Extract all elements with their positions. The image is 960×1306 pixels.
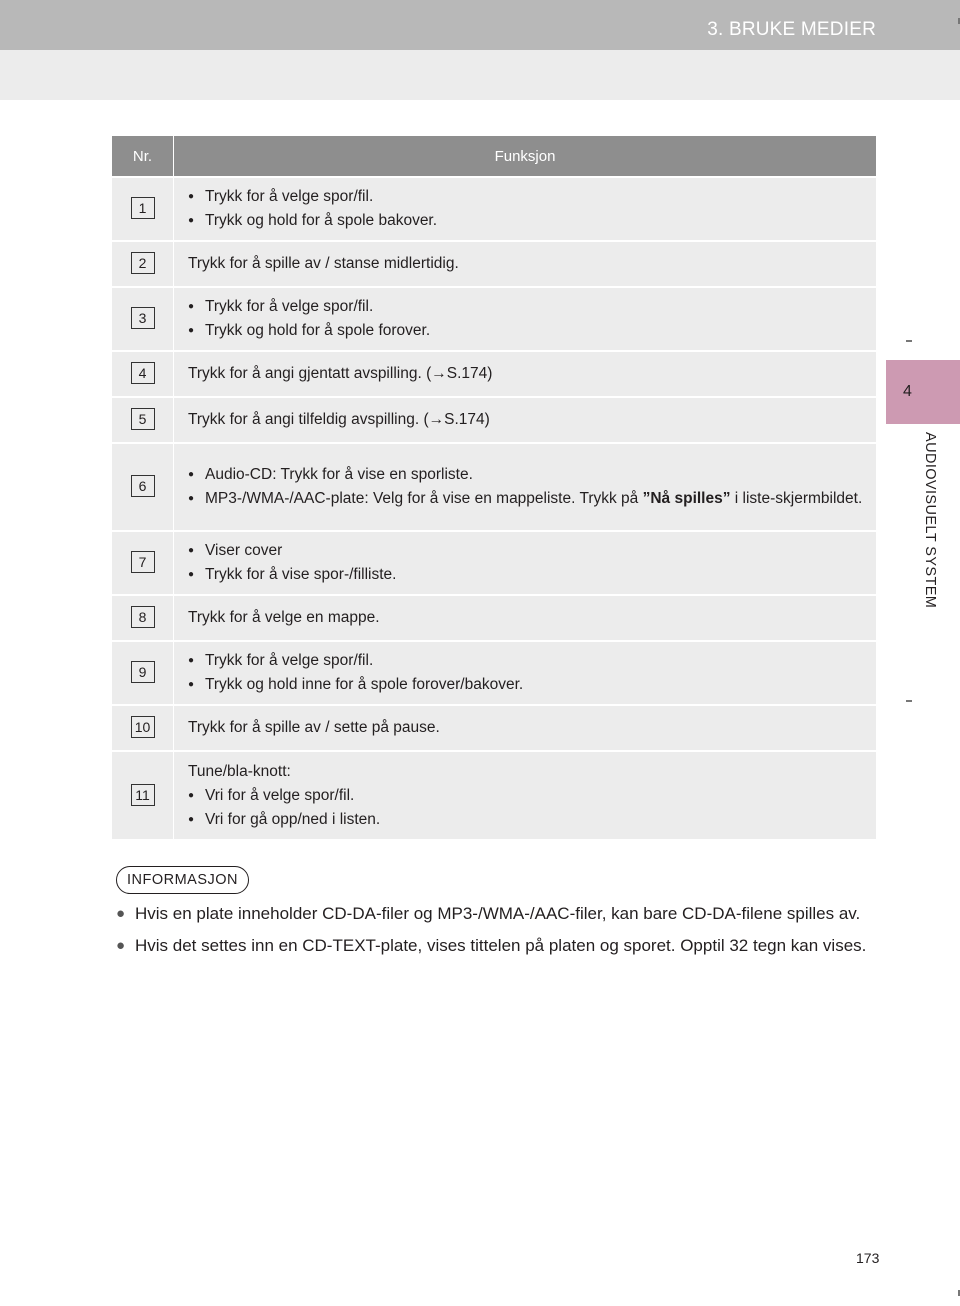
row-text: Trykk for å angi tilfeldig avspilling. (→S.174) xyxy=(174,397,877,443)
header-bar xyxy=(0,0,960,50)
list-item: ● Trykk for å vise spor-/filliste. xyxy=(188,563,866,587)
row-number-badge: 4 xyxy=(131,362,155,384)
row-number-badge: 10 xyxy=(131,716,155,738)
list-item: ● Trykk og hold for å spole forover. xyxy=(188,319,866,343)
table-row xyxy=(112,751,876,839)
table-row xyxy=(112,595,876,641)
list-item-text: i liste-skjermbildet. xyxy=(730,490,863,507)
table-row xyxy=(112,287,876,351)
row-number-badge: 11 xyxy=(131,784,155,806)
row-number-badge: 7 xyxy=(131,551,155,573)
header-band xyxy=(0,50,960,100)
row-text: Trykk for å spille av / stanse midlertidig. xyxy=(174,241,877,287)
function-table xyxy=(112,136,876,839)
table-row xyxy=(112,531,876,595)
list-item: ● Vri for gå opp/ned i listen. xyxy=(188,808,866,832)
row-number-badge: 3 xyxy=(131,307,155,329)
table-row xyxy=(112,351,876,397)
page-number: 173 xyxy=(856,1250,880,1266)
list-item: ● Trykk og hold for å spole bakover. xyxy=(188,209,866,233)
list-item: ● Trykk og hold inne for å spole forover/bakover. xyxy=(188,673,866,697)
table-row xyxy=(112,443,876,531)
table-header-row xyxy=(112,136,876,177)
section-title: 3. BRUKE MEDIER xyxy=(707,19,876,40)
table-row xyxy=(112,641,876,705)
table-row xyxy=(112,177,876,241)
table-row xyxy=(112,241,876,287)
info-note: ● Hvis det settes inn en CD-TEXT-plate, vises tittelen på platen og sporet. Opptil 32 tegn kan vises. xyxy=(116,934,872,958)
header-nr: Nr. xyxy=(112,136,174,177)
list-item: ● Viser cover xyxy=(188,539,866,563)
table-row xyxy=(112,705,876,751)
row-number-badge: 6 xyxy=(131,475,155,497)
row-text: Trykk for å spille av / sette på pause. xyxy=(174,705,877,751)
list-item: ● Vri for å velge spor/fil. xyxy=(188,784,866,808)
info-label: INFORMASJON xyxy=(116,866,249,894)
row-text: Trykk for å velge en mappe. xyxy=(174,595,877,641)
info-notes xyxy=(116,902,872,966)
crop-mark xyxy=(906,340,912,342)
header-function: Funksjon xyxy=(174,136,877,177)
row-number-badge: 2 xyxy=(131,252,155,274)
row-number-badge: 8 xyxy=(131,606,155,628)
list-item: ● Trykk for å velge spor/fil. xyxy=(188,295,866,319)
row-number-badge: 1 xyxy=(131,197,155,219)
list-item xyxy=(188,487,866,511)
table-row xyxy=(112,397,876,443)
chapter-tab[interactable] xyxy=(886,360,960,424)
info-note: ● Hvis en plate inneholder CD-DA-filer og MP3-/WMA-/AAC-filer, kan bare CD-DA-filene spilles av. xyxy=(116,902,872,926)
row-text: Trykk for å angi gjentatt avspilling. (→S.174) xyxy=(174,351,877,397)
chapter-number: 4 xyxy=(903,383,912,400)
list-item: ● Trykk for å velge spor/fil. xyxy=(188,649,866,673)
now-playing-label: ”Nå spilles” xyxy=(642,490,731,507)
list-item-text: MP3-/WMA-/AAC-plate: Velg for å vise en mappeliste. Trykk på xyxy=(205,490,643,507)
row-number-badge: 5 xyxy=(131,408,155,430)
row-number-badge: 9 xyxy=(131,661,155,683)
list-item: ● Audio-CD: Trykk for å vise en sporliste. xyxy=(188,463,866,487)
chapter-title: AUDIOVISUELT SYSTEM xyxy=(922,432,938,609)
row-intro: Tune/bla-knott: xyxy=(188,762,291,780)
list-item: ● Trykk for å velge spor/fil. xyxy=(188,185,866,209)
crop-mark xyxy=(906,700,912,702)
